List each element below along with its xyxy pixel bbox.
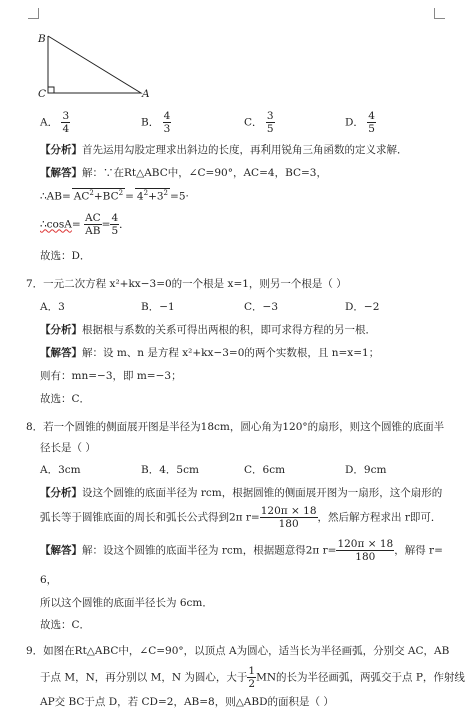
option-letter: A． bbox=[40, 116, 59, 129]
solution-text: 解：∵在Rt△ABC中，∠C=90°，AC=4，BC=3， bbox=[82, 167, 327, 179]
fraction-numerator: 4 bbox=[163, 110, 171, 122]
page-corner-mark bbox=[434, 8, 445, 19]
q8-choose: 故选：C． bbox=[40, 619, 91, 631]
q8-option-d: D．9cm bbox=[345, 464, 387, 476]
vertex-b-label: B bbox=[38, 33, 46, 45]
q7-option-b: B．−1 bbox=[141, 301, 175, 313]
fraction-denominator: 180 bbox=[355, 551, 376, 563]
page-corner-mark bbox=[28, 8, 39, 19]
analysis-text: ，然后解方程求出 r即可． bbox=[317, 511, 442, 524]
q9-stem-line1: 9．如图在Rt△ABC中，∠C=90°，以顶点 A为圆心，适当长为半径画弧，分别交 AC，AB bbox=[26, 645, 450, 657]
fraction-denominator: AB bbox=[85, 225, 101, 237]
q8-analysis-line2 bbox=[40, 505, 441, 530]
q8-option-b: B．4．5cm bbox=[141, 464, 199, 476]
right-angle-mark bbox=[48, 87, 54, 93]
q7-analysis bbox=[40, 322, 376, 337]
fraction-denominator: 5 bbox=[266, 123, 274, 135]
analysis-tag: 【分析】 bbox=[40, 324, 82, 336]
triangle-figure bbox=[34, 30, 154, 102]
analysis-tag: 【分析】 bbox=[40, 144, 82, 156]
triangle-lines bbox=[48, 36, 141, 93]
stem-text: MN的长为半径画弧，两弧交于点 P，作射线 bbox=[256, 671, 465, 684]
equation-part: +BC bbox=[93, 190, 119, 203]
q6-cos-equation bbox=[40, 212, 130, 237]
equation-part: = bbox=[101, 218, 111, 231]
q8-solution bbox=[40, 538, 443, 563]
sqrt-expression: $AC^2+BC^2$ bbox=[73, 189, 124, 203]
q6-option-a bbox=[40, 110, 70, 135]
fraction-numerator: 3 bbox=[62, 110, 70, 122]
vertex-c-label: C bbox=[38, 88, 47, 100]
equation-part: ∴AB= bbox=[40, 190, 71, 203]
equation-part: 4 bbox=[136, 190, 144, 203]
fraction-denominator: 3 bbox=[163, 123, 171, 135]
vertex-a-label: A bbox=[142, 88, 150, 100]
solution-text: ，解得 r= bbox=[394, 544, 443, 557]
solution-text: 解：设 m、n 是方程 x²+kx−3=0的两个实数根，且 n=x=1； bbox=[82, 347, 380, 359]
q8-stem-line1: 8．若一个圆锥的侧面展开图是半径为18cm，圆心角为120°的扇形，则这个圆锥的底面半 bbox=[26, 421, 445, 433]
q6-choose: 故选：D． bbox=[40, 250, 91, 262]
sqrt-expression: $4^2+3^2$ bbox=[136, 189, 169, 203]
analysis-text: 首先运用勾股定理求出斜边的长度，再利用锐角三角函数的定义求解． bbox=[82, 144, 408, 156]
fraction-denominator: 4 bbox=[62, 123, 70, 135]
equation-part: = bbox=[125, 190, 134, 203]
solution-tag: 【解答】 bbox=[40, 544, 82, 557]
q8-option-a: A．3cm bbox=[40, 464, 81, 476]
q7-stem: 7．一元二次方程 x²+kx−3=0的一个根是 x=1，则另一个根是（ ） bbox=[26, 278, 347, 290]
equation-part: = bbox=[71, 218, 81, 231]
fraction-numerator: 3 bbox=[266, 110, 274, 122]
fraction-numerator: 120π × 18 bbox=[260, 505, 317, 517]
q7-option-c: C．−3 bbox=[244, 301, 279, 313]
equation-part: ． bbox=[119, 218, 130, 231]
equation-part: +3 bbox=[148, 190, 164, 203]
equation-part: =5· bbox=[170, 190, 189, 203]
fraction-denominator: 5 bbox=[368, 123, 375, 135]
analysis-text: 弧长等于圆锥底面的周长和弧长公式得到2π r= bbox=[40, 511, 260, 524]
q8-solution-line3: 所以这个圆锥的底面半径长为 6cm． bbox=[40, 597, 213, 609]
q9-stem-line2 bbox=[40, 665, 465, 690]
q6-analysis bbox=[40, 142, 408, 157]
fraction-numerator: 120π × 18 bbox=[337, 538, 394, 550]
q8-solution-line2: 6， bbox=[40, 574, 58, 586]
q6-ab-equation bbox=[40, 188, 189, 203]
equation-part: ∴cosA bbox=[40, 218, 72, 231]
option-letter: C． bbox=[244, 116, 263, 129]
q7-option-d: D．−2 bbox=[345, 301, 380, 313]
stem-text: 于点 M，N，再分别以 M，N 为圆心，大于 bbox=[40, 671, 248, 684]
equation-part: AC bbox=[73, 190, 90, 203]
fraction-numerator: 4 bbox=[368, 110, 375, 122]
fraction-denominator: 180 bbox=[278, 518, 299, 530]
q6-option-c bbox=[244, 110, 275, 135]
q6-option-d bbox=[345, 110, 376, 135]
analysis-tag: 【分析】 bbox=[40, 487, 82, 499]
q8-analysis-line1 bbox=[40, 485, 442, 500]
solution-tag: 【解答】 bbox=[40, 167, 82, 179]
q7-choose: 故选：C． bbox=[40, 393, 91, 405]
q6-solution bbox=[40, 165, 327, 180]
fraction-denominator: 2 bbox=[248, 678, 256, 690]
fraction-numerator: AC bbox=[85, 212, 101, 224]
q7-solution-line2: 则有：mn=−3，即 m=−3； bbox=[40, 370, 182, 382]
q7-solution bbox=[40, 345, 379, 360]
fraction-denominator: 5 bbox=[111, 225, 119, 237]
q9-stem-line3: AP交 BC于点 D，若 CD=2，AB=8，则△ABD的面积是（ ） bbox=[40, 696, 334, 708]
option-letter: B． bbox=[141, 116, 160, 129]
q8-stem-line2: 径长是（ ） bbox=[40, 442, 96, 454]
option-letter: D． bbox=[345, 116, 364, 129]
q7-option-a: A．3 bbox=[40, 301, 65, 313]
q6-option-b bbox=[141, 110, 171, 135]
q8-option-c: C．6cm bbox=[244, 464, 286, 476]
analysis-text: 设这个圆锥的底面半径为 rcm，根据圆锥的侧面展开图为一扇形，这个扇形的 bbox=[82, 487, 443, 499]
solution-tag: 【解答】 bbox=[40, 347, 82, 359]
solution-text: 解：设这个圆锥的底面半径为 rcm，根据题意得2π r= bbox=[82, 544, 337, 557]
fraction-numerator: 4 bbox=[111, 212, 119, 224]
analysis-text: 根据根与系数的关系可得出两根的积，即可求得方程的另一根． bbox=[82, 324, 376, 336]
fraction-numerator: 1 bbox=[248, 665, 256, 677]
